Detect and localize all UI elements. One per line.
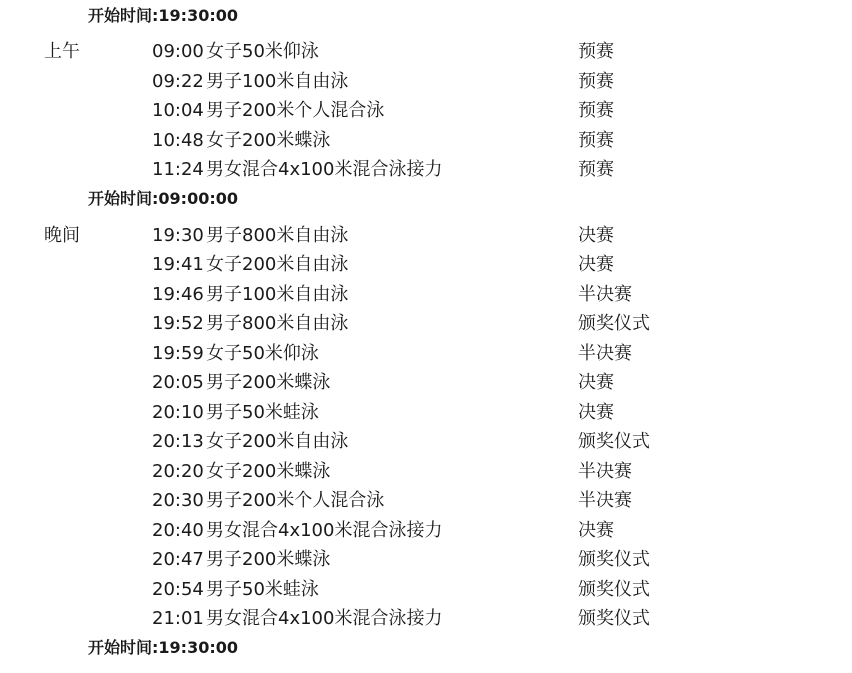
event-time: 10:04: [152, 100, 204, 121]
event-stage: 颁奖仪式: [578, 431, 650, 452]
event-stage: 决赛: [578, 225, 614, 246]
event-row: [0, 312, 852, 336]
event-stage: 颁奖仪式: [578, 608, 650, 629]
event-stage: 颁奖仪式: [578, 549, 650, 570]
event-row: [0, 158, 852, 182]
event-stage: 颁奖仪式: [578, 313, 650, 334]
event-row: [0, 519, 852, 543]
event-row: [0, 607, 852, 631]
event-row: [0, 430, 852, 454]
event-name: 男子200米个人混合泳: [206, 490, 385, 511]
event-stage: 决赛: [578, 372, 614, 393]
event-row: [0, 129, 852, 153]
event-time: 20:47: [152, 549, 204, 570]
event-row: [0, 253, 852, 277]
event-row: [0, 401, 852, 425]
event-name: 男女混合4x100米混合泳接力: [206, 520, 443, 541]
event-stage: 半决赛: [578, 343, 632, 364]
start-time-label: 开始时间:09:00:00: [88, 189, 238, 208]
event-row: [0, 283, 852, 307]
event-name: 女子200米自由泳: [206, 254, 349, 275]
event-name: 男子50米蛙泳: [206, 579, 319, 600]
event-row: [0, 40, 852, 64]
event-time: 11:24: [152, 159, 204, 180]
event-name: 男子100米自由泳: [206, 284, 349, 305]
event-time: 20:20: [152, 461, 204, 482]
event-row: [0, 371, 852, 395]
event-name: 男女混合4x100米混合泳接力: [206, 608, 443, 629]
event-time: 19:46: [152, 284, 204, 305]
event-time: 09:00: [152, 41, 204, 62]
event-name: 女子200米蝶泳: [206, 130, 331, 151]
event-stage: 预赛: [578, 130, 614, 151]
start-time-label: 开始时间:19:30:00: [88, 638, 238, 657]
session-label-evening: 晚间: [44, 225, 80, 246]
event-stage: 颁奖仪式: [578, 579, 650, 600]
event-row: [0, 99, 852, 123]
start-time-label: 开始时间:19:30:00: [88, 6, 238, 25]
event-time: 20:05: [152, 372, 204, 393]
session-label-morning: 上午: [44, 41, 80, 62]
event-name: 男子800米自由泳: [206, 225, 349, 246]
event-row: [0, 489, 852, 513]
event-name: 男女混合4x100米混合泳接力: [206, 159, 443, 180]
event-stage: 半决赛: [578, 284, 632, 305]
event-time: 19:30: [152, 225, 204, 246]
event-stage: 预赛: [578, 71, 614, 92]
event-name: 男子200米蝶泳: [206, 549, 331, 570]
event-stage: 半决赛: [578, 461, 632, 482]
event-time: 20:13: [152, 431, 204, 452]
event-time: 19:59: [152, 343, 204, 364]
event-time: 20:30: [152, 490, 204, 511]
event-stage: 决赛: [578, 520, 614, 541]
event-name: 男子200米蝶泳: [206, 372, 331, 393]
event-name: 男子100米自由泳: [206, 71, 349, 92]
event-stage: 决赛: [578, 254, 614, 275]
event-row: [0, 70, 852, 94]
event-time: 21:01: [152, 608, 204, 629]
event-name: 女子50米仰泳: [206, 343, 319, 364]
event-time: 09:22: [152, 71, 204, 92]
event-time: 20:54: [152, 579, 204, 600]
event-name: 女子200米自由泳: [206, 431, 349, 452]
event-stage: 决赛: [578, 402, 614, 423]
event-row: [0, 224, 852, 248]
event-stage: 预赛: [578, 41, 614, 62]
event-row: [0, 578, 852, 602]
event-time: 19:41: [152, 254, 204, 275]
event-stage: 预赛: [578, 159, 614, 180]
event-row: [0, 548, 852, 572]
event-stage: 半决赛: [578, 490, 632, 511]
event-time: 20:40: [152, 520, 204, 541]
event-time: 10:48: [152, 130, 204, 151]
event-time: 20:10: [152, 402, 204, 423]
event-row: [0, 342, 852, 366]
event-name: 女子50米仰泳: [206, 41, 319, 62]
event-name: 女子200米蝶泳: [206, 461, 331, 482]
event-name: 男子200米个人混合泳: [206, 100, 385, 121]
event-stage: 预赛: [578, 100, 614, 121]
event-name: 男子800米自由泳: [206, 313, 349, 334]
event-name: 男子50米蛙泳: [206, 402, 319, 423]
event-time: 19:52: [152, 313, 204, 334]
event-row: [0, 460, 852, 484]
